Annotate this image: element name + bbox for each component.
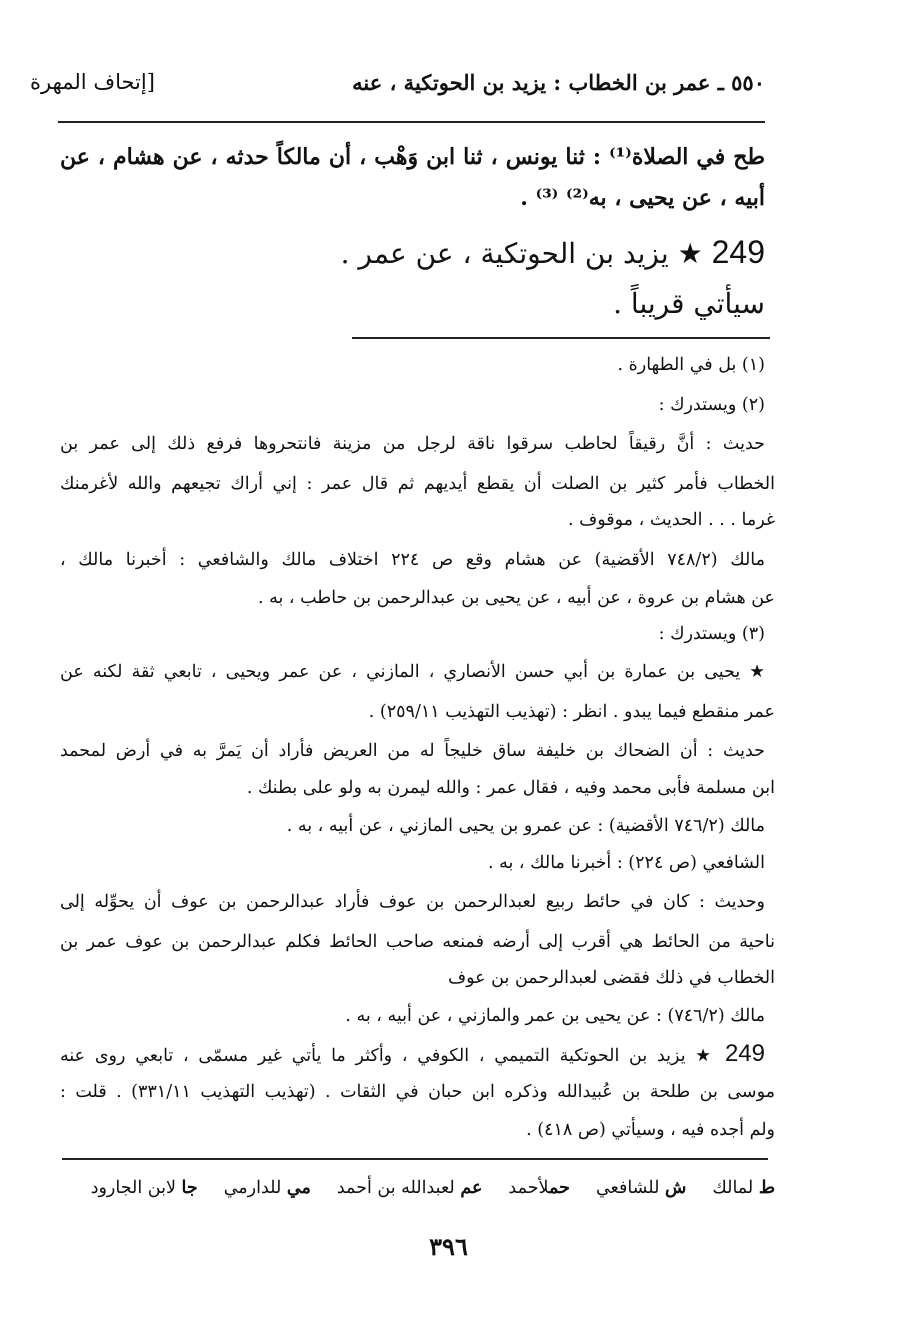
entry-subtext: سيأتي قريباً . [613, 287, 765, 320]
footnote-line: حديث : أنَّ رقيقاً لحاطب سرقوا ناقة لرجل من مزينة فانتحروها فرفع ذلك إلى عمر بن [60, 434, 765, 454]
footnote-entry-number: 249 [724, 1040, 765, 1067]
running-header-book: [إتحاف المهرة [30, 70, 155, 94]
abbreviation-key [60, 1178, 775, 1198]
entry-heading [341, 236, 765, 268]
footnote-line: موسى بن طلحة بن عُبيدالله وذكره ابن حبان في الثقات . (تهذيب التهذيب ٣٣١/١١) . قلت : [60, 1082, 775, 1102]
running-header-title: ٥٥٠ ـ عمر بن الخطاب : يزيد بن الحوتكية ، عنه [352, 70, 765, 95]
entry-number: 249 [711, 234, 765, 270]
header-divider [58, 121, 765, 123]
footnote-line: عن هشام بن عروة ، عن أبيه ، عن يحيى بن عبدالرحمن بن حاطب ، به . [257, 588, 775, 608]
main-text-line: أبيه ، عن يحيى ، به⁽²⁾ ⁽³⁾ . [520, 185, 765, 211]
footnote-line: (٢) ويستدرك : [658, 395, 765, 415]
footnote-line: ابن مسلمة فأبى محمد وفيه ، فقال عمر : والله ليمرن به ولو على بطنك . [246, 778, 775, 798]
star-icon: ★ [677, 237, 703, 270]
abbreviation-item: ط لمالك [712, 1178, 775, 1198]
footnote-line: وحديث : كان في حائط ربيع لعبدالرحمن بن عوف فأراد عبدالرحمن بن عوف أن يحوِّله إلى [60, 892, 765, 912]
footnote-line: ★ يحيى بن عمارة بن أبي حسن الأنصاري ، المازني ، عن عمر ويحيى ، تابعي ثقة لكنه عن [60, 662, 765, 682]
footnote-line: حديث : أن الضحاك بن خليفة ساق خليجاً له من العريض فأراد أن يَمرَّ به في أرض لمحمد [60, 741, 765, 761]
abbreviation-item: ش للشافعي [595, 1178, 687, 1198]
abbreviation-item: جا لابن الجارود [90, 1178, 198, 1198]
footnote-line: عمر منقطع فيما يبدو . انظر : (تهذيب التهذيب ٢٥٩/١١) . [368, 702, 775, 722]
footnote-line: مالك (٧٤٦/٢) : عن يحيى بن عمر والمازني ، عن أبيه ، به . [345, 1006, 765, 1026]
main-text-line: طح في الصلاة⁽¹⁾ : ثنا يونس ، ثنا ابن وَهْب ، أن مالكاً حدثه ، عن هشام ، عن [60, 144, 766, 170]
footnote-entry-text: ★ يزيد بن الحوتكية التميمي ، الكوفي ، وأكثر ما يأتي غير مسمّى ، تابعي روى عنه [60, 1046, 716, 1066]
abbreviation-item: مي للدارمي [223, 1178, 311, 1198]
footnote-divider [352, 337, 770, 339]
footnote-line: مالك (٧٤٨/٢ الأقضية) عن هشام وقع ص ٢٢٤ اختلاف مالك والشافعي : أخبرنا مالك ، [60, 550, 765, 570]
footnote-line: (٣) ويستدرك : [658, 624, 765, 644]
footnote-entry-line [60, 1042, 765, 1066]
footnote-line: (١) بل في الطهارة . [617, 355, 765, 375]
abbreviation-divider [62, 1158, 768, 1160]
footnote-line: الخطاب في ذلك فقضى لعبدالرحمن بن عوف [448, 968, 775, 988]
footnote-line: ولم أجده فيه ، وسيأتي (ص ٤١٨) . [526, 1120, 775, 1140]
abbreviation-item: حملأحمد [508, 1178, 570, 1198]
footnote-line: غرما . . . الحديث ، موقوف . [567, 510, 775, 530]
abbreviation-item: عم لعبدالله بن أحمد [336, 1178, 483, 1198]
page-number: ٣٩٦ [429, 1232, 468, 1261]
entry-title: يزيد بن الحوتكية ، عن عمر . [340, 237, 669, 270]
footnote-line: ناحية من الحائط هي أقرب إلى أرضه فمنعه صاحب الحائط فكلم عبدالرحمن بن عوف عمر بن [60, 932, 775, 952]
footnote-line: مالك (٧٤٦/٢ الأقضية) : عن عمرو بن يحيى المازني ، عن أبيه ، به . [286, 816, 765, 836]
footnote-line: الخطاب فأمر كثير بن الصلت أن يقطع أيديهم ثم قال عمر : إني أراك تجيعهم والله لأغرمنك [60, 474, 775, 494]
footnote-line: الشافعي (ص ٢٢٤) : أخبرنا مالك ، به . [487, 853, 765, 873]
